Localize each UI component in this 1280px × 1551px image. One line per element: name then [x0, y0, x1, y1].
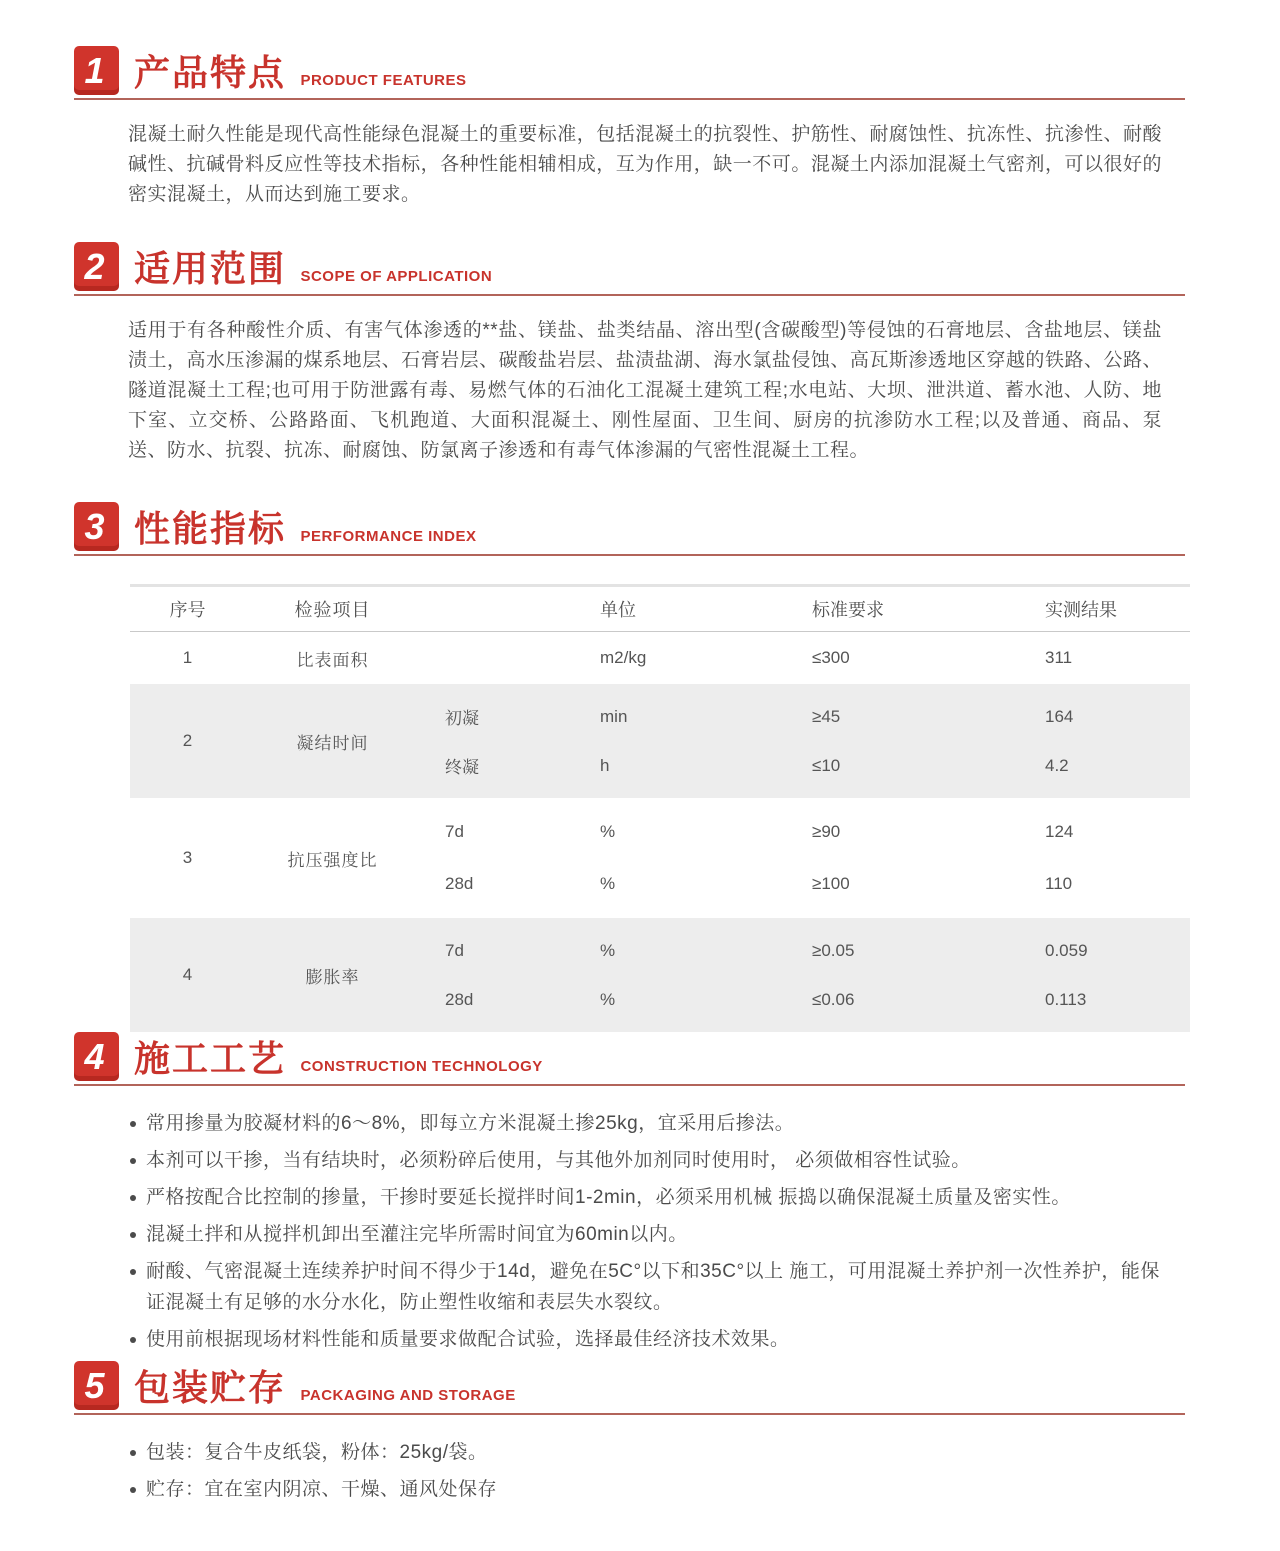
- section-title-zh: 包装贮存: [134, 1367, 287, 1408]
- row-subcol: [420, 926, 1190, 1024]
- section-title-zh: 施工工艺: [134, 1038, 287, 1079]
- cell-result: 0.059: [1045, 940, 1088, 960]
- section-titles: [134, 241, 492, 292]
- row-item: 抗压强度比: [287, 850, 378, 870]
- cell-unit: min: [600, 706, 628, 726]
- cell-unit: %: [600, 822, 616, 841]
- header-rule: [74, 554, 1185, 556]
- row-subrow: [420, 975, 1190, 1024]
- section-number-badge: 5: [74, 1361, 119, 1410]
- col-header-standard: 标准要求: [812, 600, 884, 620]
- cell-unit: h: [600, 755, 610, 775]
- cell-sub: 终凝: [445, 758, 479, 777]
- row-item: 比表面积: [296, 650, 369, 670]
- header-rule: [74, 1084, 1185, 1086]
- table-row: [130, 918, 1190, 1032]
- section-header: [74, 1361, 1184, 1417]
- bullet-item: 包装：复合牛皮纸袋，粉体：25kg/袋。: [128, 1437, 1168, 1468]
- section-construction-technology: [74, 1032, 1184, 1355]
- section-titles: [134, 1031, 543, 1082]
- cell-result: 4.2: [1045, 755, 1069, 775]
- bullet-item: 严格按配合比控制的掺量，干掺时要延长搅拌时间1-2min，必须采用机械 振捣以确保混凝土质量及密实性。: [128, 1182, 1168, 1213]
- section-header: [74, 1032, 1184, 1088]
- section-header: [74, 46, 1184, 102]
- section-paragraph: 适用于有各种酸性介质、有害气体渗透的**盐、镁盐、盐类结晶、溶出型(含碳酸型)等侵蚀的石膏地层、含盐地层、镁盐渍土，高水压渗漏的煤系地层、石膏岩层、碳酸盐岩层、盐渍盐湖、海水氯盐侵蚀、高瓦斯渗透地区穿越的铁路、公路、隧道混凝土工程;也可用于防泄露有毒、易燃气体的石油化工混凝土建筑工程;水电站、大坝、泄洪道、蓄水池、人防、地下室、立交桥、公路路面、飞机跑道、大面积混凝土、刚性屋面、卫生间、厨房的抗渗防水工程;以及普通、商品、泵送、防水、抗裂、抗冻、耐腐蚀、防氯离子渗透和有毒气体渗漏的气密性混凝土工程。: [128, 320, 1162, 461]
- cell-result: 0.113: [1045, 989, 1087, 1009]
- cell-sub: 初凝: [445, 709, 479, 728]
- row-no: 1: [182, 648, 193, 667]
- section-header: [74, 502, 1184, 558]
- section-number-badge: 2: [74, 242, 119, 291]
- bullet-item: 使用前根据现场材料性能和质量要求做配合试验，选择最佳经济技术效果。: [128, 1324, 1168, 1355]
- col-header-result: 实测结果: [1045, 600, 1117, 620]
- section-title-zh: 产品特点: [134, 52, 287, 93]
- section-title-zh: 性能指标: [134, 508, 287, 549]
- bullet-item: 贮存：宜在室内阴凉、干燥、通风处保存: [128, 1474, 1168, 1505]
- bullet-item: 常用掺量为胶凝材料的6～8%，即每立方米混凝土掺25kg，宜采用后掺法。: [128, 1108, 1168, 1139]
- cell-standard: ≤0.06: [812, 989, 855, 1009]
- section-title-en: CONSTRUCTION TECHNOLOGY: [300, 1058, 543, 1075]
- section-product-features: [74, 46, 1184, 210]
- cell-result: 124: [1045, 822, 1074, 841]
- cell-sub: 7d: [445, 822, 464, 841]
- row-subrow: [420, 741, 1190, 790]
- header-rule: [74, 98, 1185, 100]
- row-subrow: [420, 632, 1190, 684]
- cell-sub: 28d: [445, 874, 474, 893]
- section-scope-of-application: [74, 242, 1184, 466]
- table-row: [130, 684, 1190, 798]
- row-subcol: [420, 632, 1190, 684]
- row-subrow: [420, 926, 1190, 975]
- section-title-en: PRODUCT FEATURES: [300, 72, 467, 89]
- cell-standard: ≥0.05: [812, 940, 855, 960]
- col-header-item: 检验项目: [294, 600, 371, 620]
- bullet-item: 混凝土拌和从搅拌机卸出至灌注完毕所需时间宜为60min以内。: [128, 1219, 1168, 1250]
- row-subrow: [420, 806, 1190, 858]
- cell-result: 311: [1045, 648, 1073, 667]
- row-subcol: [420, 692, 1190, 790]
- row-no: 4: [182, 965, 193, 984]
- cell-sub: 7d: [445, 940, 464, 960]
- section-titles: [134, 1360, 516, 1411]
- table-header-subrow: [420, 587, 1190, 631]
- row-subcol: [420, 806, 1190, 910]
- col-header-unit: 单位: [600, 600, 636, 620]
- packaging-bullet-list: [128, 1437, 1168, 1505]
- table-header-row: [130, 587, 1190, 632]
- table-header-subcol: [420, 587, 1190, 631]
- section-header: [74, 242, 1184, 298]
- section-title-zh: 适用范围: [134, 248, 287, 289]
- row-item: 膨胀率: [305, 967, 360, 987]
- cell-unit: %: [600, 989, 616, 1009]
- cell-unit: %: [600, 940, 616, 960]
- section-title-en: PERFORMANCE INDEX: [300, 528, 477, 545]
- construction-bullet-list: [128, 1108, 1168, 1355]
- section-paragraph: 混凝土耐久性能是现代高性能绿色混凝土的重要标准，包括混凝土的抗裂性、护筋性、耐腐蚀性、抗冻性、抗渗性、耐酸碱性、抗碱骨料反应性等技术指标，各种性能相辅相成，互为作用，缺一不可。混凝土内添加混凝土气密剂，可以很好的密实混凝土，从而达到施工要求。: [128, 124, 1162, 205]
- table-row: [130, 632, 1190, 684]
- header-rule: [74, 1413, 1185, 1415]
- section-title-en: SCOPE OF APPLICATION: [300, 268, 493, 285]
- cell-result: 110: [1045, 874, 1073, 893]
- col-header-no: 序号: [169, 600, 206, 620]
- cell-result: 164: [1045, 706, 1074, 726]
- table-row: [130, 798, 1190, 918]
- performance-table: [130, 584, 1190, 1032]
- section-number-badge: 4: [74, 1032, 119, 1081]
- cell-standard: ≤300: [812, 648, 850, 667]
- cell-standard: ≥45: [812, 706, 841, 726]
- bullet-item: 耐酸、气密混凝土连续养护时间不得少于14d，避免在5C°以下和35C°以上 施工，可用混凝土养护剂一次性养护，能保证混凝土有足够的水分水化，防止塑性收缩和表层失水裂纹。: [128, 1256, 1168, 1318]
- section-performance-index: [74, 502, 1184, 1032]
- row-no: 2: [182, 731, 193, 750]
- header-rule: [74, 294, 1185, 296]
- cell-standard: ≥90: [812, 822, 841, 841]
- cell-unit: %: [600, 874, 616, 893]
- section-number-badge: 1: [74, 46, 119, 95]
- row-subrow: [420, 692, 1190, 741]
- section-number-badge: 3: [74, 502, 119, 551]
- section-titles: [134, 45, 467, 96]
- cell-unit: m2/kg: [600, 648, 647, 667]
- row-item: 凝结时间: [296, 733, 369, 753]
- cell-sub: 28d: [445, 989, 474, 1009]
- cell-standard: ≥100: [812, 874, 850, 893]
- row-no: 3: [182, 848, 193, 867]
- cell-standard: ≤10: [812, 755, 841, 775]
- section-title-en: PACKAGING AND STORAGE: [300, 1387, 516, 1404]
- section-titles: [134, 501, 476, 552]
- section-packaging-and-storage: [74, 1361, 1184, 1505]
- bullet-item: 本剂可以干掺，当有结块时，必须粉碎后使用，与其他外加剂同时使用时， 必须做相容性试验。: [128, 1145, 1168, 1176]
- row-subrow: [420, 858, 1190, 910]
